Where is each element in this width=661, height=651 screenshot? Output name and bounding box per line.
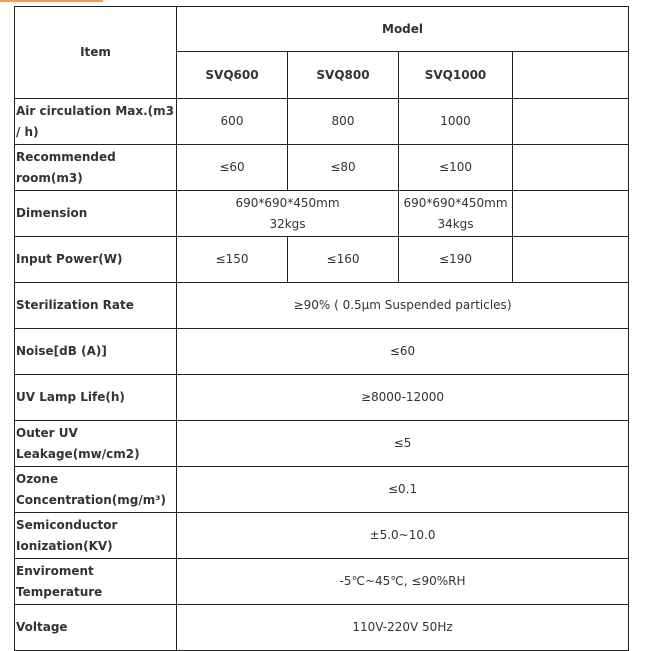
cell-room-2: ≤80 [288,145,399,191]
table-row [15,237,629,283]
row-label-power: Input Power(W) [15,237,177,283]
row-label-uv-leakage [15,421,177,467]
row-label-noise: Noise[dB (A)] [15,329,177,375]
table-row [15,513,629,559]
cell-air-4 [513,99,629,145]
row-label-sterilization: Sterilization Rate [15,283,177,329]
model-empty [513,52,629,99]
table-row [15,329,629,375]
table-row [15,191,629,237]
table-row [15,99,629,145]
cell-air-2: 800 [288,99,399,145]
table-row [15,467,629,513]
dim-a-weight: 32kgs [269,216,306,231]
semiconductor-line2: Ionization(KV) [16,538,113,553]
row-label-environment: Enviroment Temperature [15,559,177,605]
cell-noise: ≤60 [177,329,629,375]
uv-leakage-line2: Leakage(mw/cm2) [16,446,140,461]
cell-ozone: ≤0.1 [177,467,629,513]
spec-table [14,6,629,651]
semiconductor-line1: Semiconductor [16,517,118,532]
uv-leakage-line1: Outer UV [16,425,78,440]
cell-dim-4 [513,191,629,237]
table-row [15,375,629,421]
cell-power-1: ≤150 [177,237,288,283]
row-label-dimension: Dimension [15,191,177,237]
row-label-voltage: Voltage [15,605,177,651]
cell-dim-a [177,191,399,237]
cell-room-3: ≤100 [399,145,513,191]
cell-semiconductor: ±5.0~10.0 [177,513,629,559]
top-accent-bar [0,0,103,2]
cell-power-2: ≤160 [288,237,399,283]
cell-air-1: 600 [177,99,288,145]
model-svq800: SVQ800 [288,52,399,99]
model-svq1000: SVQ1000 [399,52,513,99]
dim-b-weight: 34kgs [437,216,474,231]
row-label-ozone [15,467,177,513]
cell-voltage: 110V-220V 50Hz [177,605,629,651]
dim-b-size: 690*690*450mm [403,195,508,210]
ozone-line2: Concentration(mg/m³) [16,492,166,507]
cell-sterilization: ≥90% ( 0.5μm Suspended particles) [177,283,629,329]
row-label-uv-lamp: UV Lamp Life(h) [15,375,177,421]
row-label-air: Air circulation Max.(m3 / h) [15,99,177,145]
cell-power-3: ≤190 [399,237,513,283]
header-model: Model [177,7,629,52]
dim-a-size: 690*690*450mm [235,195,340,210]
model-svq600: SVQ600 [177,52,288,99]
table-row [15,283,629,329]
table-header-row [15,7,629,52]
cell-air-3: 1000 [399,99,513,145]
cell-dim-b [399,191,513,237]
cell-room-1: ≤60 [177,145,288,191]
cell-environment: -5℃~45℃, ≤90%RH [177,559,629,605]
row-label-room: Recommended room(m3) [15,145,177,191]
table-row [15,421,629,467]
table-row [15,145,629,191]
cell-uv-leakage: ≤5 [177,421,629,467]
header-item: Item [15,7,177,99]
row-label-semiconductor [15,513,177,559]
cell-power-4 [513,237,629,283]
ozone-line1: Ozone [16,471,59,486]
table-row [15,605,629,651]
cell-uv-lamp: ≥8000-12000 [177,375,629,421]
cell-room-4 [513,145,629,191]
table-row [15,559,629,605]
